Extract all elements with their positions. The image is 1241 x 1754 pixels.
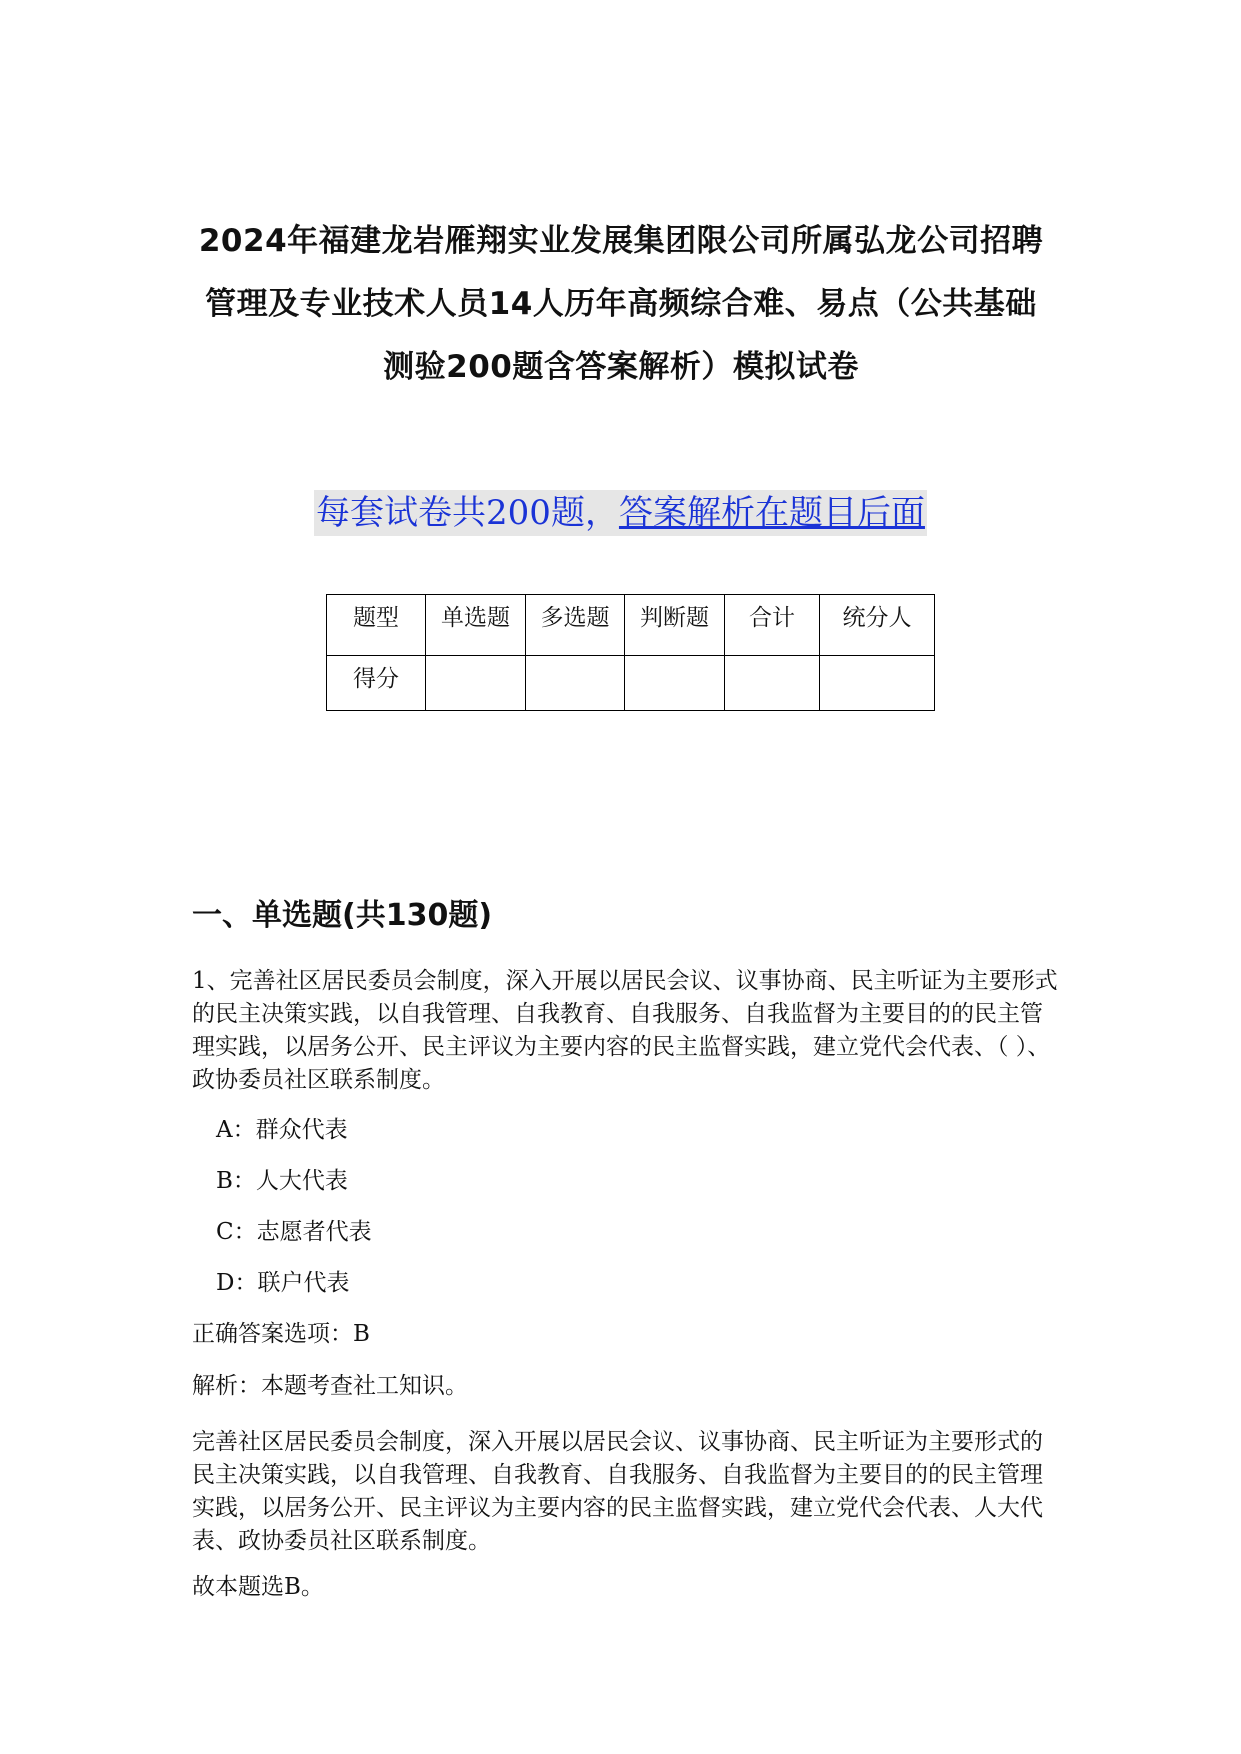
header-cell-multi: 多选题 <box>526 595 625 656</box>
header-cell-type: 题型 <box>327 595 426 656</box>
score-row-label: 得分 <box>327 656 426 711</box>
subtitle <box>314 490 927 536</box>
option-b: B：人大代表 <box>216 1168 348 1194</box>
score-cell-judge <box>625 656 725 711</box>
header-cell-judge: 判断题 <box>625 595 725 656</box>
option-c: C：志愿者代表 <box>216 1219 372 1245</box>
option-d: D：联户代表 <box>216 1270 350 1296</box>
document-title: 2024年福建龙岩雁翔实业发展集团限公司所属弘龙公司招聘管理及专业技术人员14人历年高频综合难、易点（公共基础测验200题含答案解析）模拟试卷 <box>198 223 1044 385</box>
header-cell-scorer: 统分人 <box>820 595 935 656</box>
answer-analysis-link[interactable]: 答案解析在题目后面 <box>618 493 925 533</box>
header-cell-total: 合计 <box>725 595 820 656</box>
score-cell-total <box>725 656 820 711</box>
header-cell-single: 单选题 <box>426 595 526 656</box>
option-a: A：群众代表 <box>216 1117 348 1143</box>
section-heading: 一、单选题(共130题) <box>192 898 493 933</box>
correct-answer: 正确答案选项：B <box>192 1321 370 1347</box>
score-table-score-row <box>327 656 935 711</box>
score-table <box>326 594 935 711</box>
score-table-header-row <box>327 595 935 656</box>
analysis-intro: 解析：本题考查社工知识。 <box>192 1373 468 1399</box>
subtitle-text: 每套试卷共200题， <box>316 493 619 533</box>
analysis-body: 完善社区居民委员会制度，深入开展以居民会议、议事协商、民主听证为主要形式的民主决策实践，以自我管理、自我教育、自我服务、自我监督为主要目的的民主管理实践，以居务公开、民主评议为主要内容的民主监督实践，建立党代会代表、人大代表、政协委员社区联系制度。 <box>192 1429 1043 1554</box>
score-cell-multi <box>526 656 625 711</box>
question-text: 1、完善社区居民委员会制度，深入开展以居民会议、议事协商、民主听证为主要形式的民主决策实践，以自我管理、自我教育、自我服务、自我监督为主要目的的民主管理实践，以居务公开、民主评议为主要内容的民主监督实践，建立党代会代表、（ ）、政协委员社区联系制度。 <box>192 968 1058 1093</box>
subtitle-wrap <box>0 490 1241 536</box>
score-cell-single <box>426 656 526 711</box>
analysis-conclusion: 故本题选B。 <box>192 1574 324 1600</box>
score-cell-scorer <box>820 656 935 711</box>
